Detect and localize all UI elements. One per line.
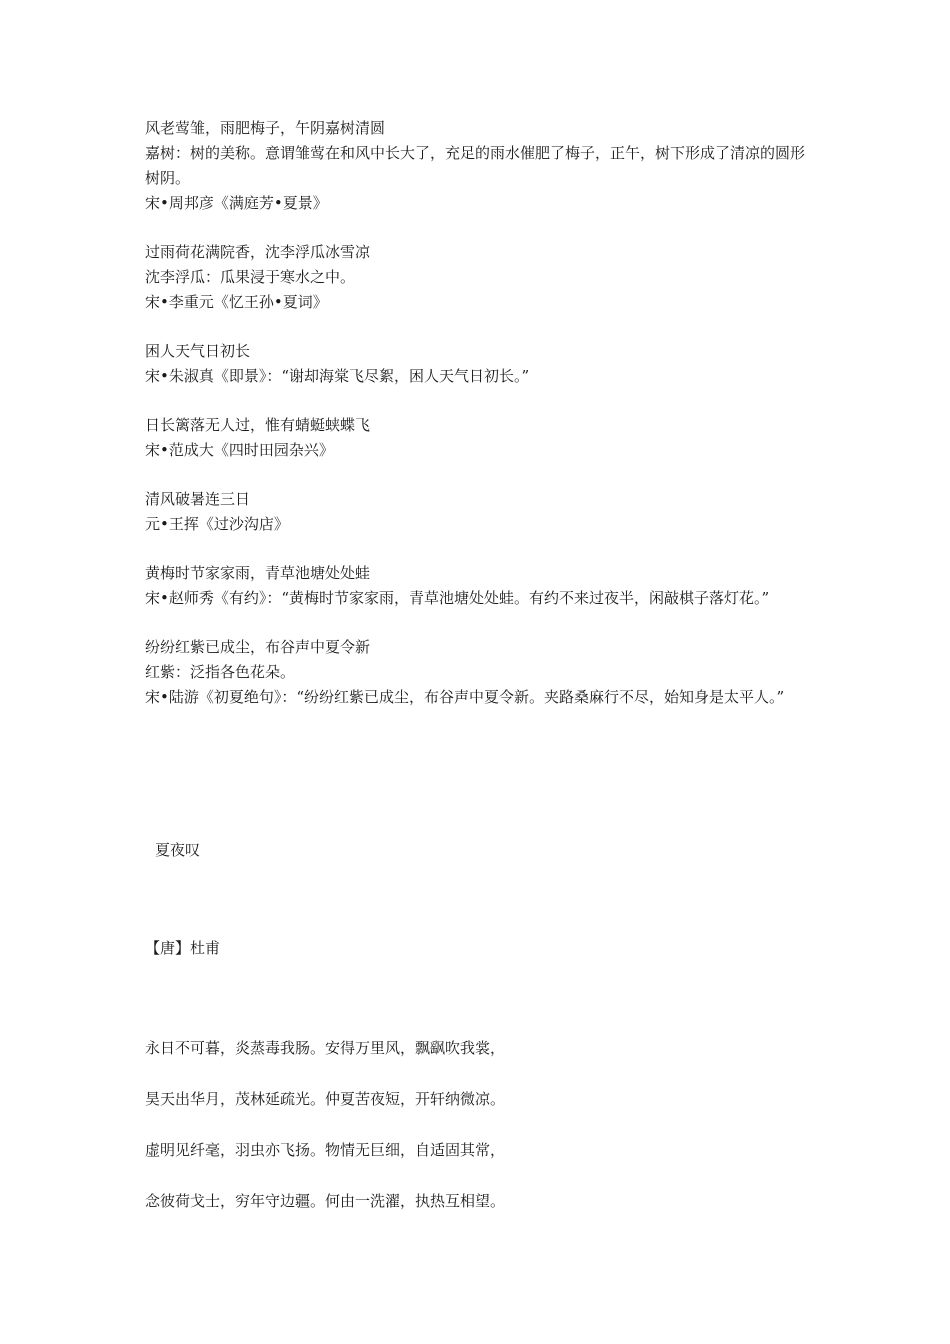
quote-source: 宋•朱淑真《即景》：“谢却海棠飞尽絮，困人天气日初长。”: [145, 367, 530, 385]
poem-line: 昊天出华月，茂林延疏光。仲夏苦夜短，开轩纳微凉。: [145, 1090, 506, 1108]
quote-entry: [145, 413, 815, 463]
quote-phrase: 清风破暑连三日: [145, 490, 251, 508]
quote-phrase: 风老莺雏，雨肥梅子，午阴嘉树清圆: [145, 119, 386, 137]
quote-note: 嘉树：树的美称。意谓雏莺在和风中长大了，充足的雨水催肥了梅子，正午，树下形成了清凉的圆形树阴。: [145, 144, 806, 187]
quote-source: 宋•李重元《忆王孙•夏词》: [145, 293, 328, 311]
quote-phrase: 黄梅时节家家雨，青草池塘处处蛙: [145, 564, 371, 582]
quote-source: 宋•陆游《初夏绝句》：“纷纷红紫已成尘，布谷声中夏令新。夹路桑麻行不尽，始知身是太平人。”: [145, 688, 785, 706]
quote-source: 宋•范成大《四时田园杂兴》: [145, 441, 334, 459]
quote-phrase: 困人天气日初长: [145, 342, 251, 360]
quote-phrase: 过雨荷花满院香，沈李浮瓜冰雪凉: [145, 243, 371, 261]
quote-entry: [145, 487, 815, 537]
quote-entry: [145, 635, 815, 710]
quote-phrase: 日长篱落无人过，惟有蜻蜓蛱蝶飞: [145, 416, 371, 434]
poem-line: 永日不可暮，炎蒸毒我肠。安得万里风，飘飖吹我裳，: [145, 1039, 506, 1057]
quote-source: 宋•赵师秀《有约》：“黄梅时节家家雨，青草池塘处处蛙。有约不来过夜半，闲敲棋子落灯花。”: [145, 589, 770, 607]
quote-entry: [145, 339, 815, 389]
poem-author: 【唐】杜甫: [145, 939, 221, 957]
poem-line: 念彼荷戈士，穷年守边疆。何由一洗濯，执热互相望。: [145, 1192, 506, 1210]
poem-line: 虚明见纤毫，羽虫亦飞扬。物情无巨细，自适固其常，: [145, 1141, 506, 1159]
poem-body: [145, 1036, 815, 1240]
quote-source: 宋•周邦彦《满庭芳•夏景》: [145, 194, 328, 212]
quote-source: 元•王挥《过沙沟店》: [145, 515, 289, 533]
quote-entry: [145, 561, 815, 611]
quote-note: 红紫：泛指各色花朵。: [145, 663, 296, 681]
quote-phrase: 纷纷红紫已成尘，布谷声中夏令新: [145, 638, 371, 656]
quote-entry: [145, 240, 815, 315]
quote-entry: [145, 116, 815, 216]
quote-note: 沈李浮瓜：瓜果浸于寒水之中。: [145, 268, 356, 286]
poem-title: 夏夜叹: [155, 841, 201, 859]
quote-entries: [145, 116, 815, 734]
